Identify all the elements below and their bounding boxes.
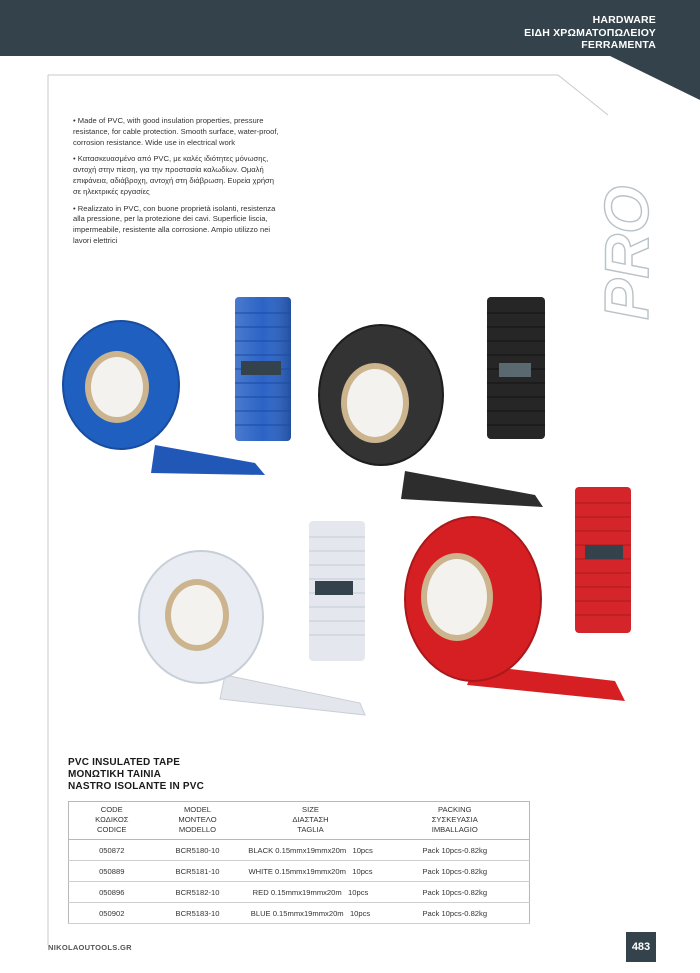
product-title	[68, 757, 204, 793]
pro-logo-text: PRO	[593, 185, 662, 320]
cell-packing: Pack 10pcs-0.82kg	[381, 903, 530, 924]
table-row	[69, 861, 530, 882]
cell-code: 050902	[69, 903, 155, 924]
description-en: • Made of PVC, with good insulation properties, pressure resistance, for cable protection. Smooth surface, water-proof, corrosion resistance. Wide use in electrical work	[73, 116, 279, 147]
footer-website: NIKOLAOUTOOLS.GR	[48, 943, 132, 952]
table-row	[69, 882, 530, 903]
product-description	[73, 116, 283, 253]
cell-model: BCR5181-10	[155, 861, 241, 882]
product-title-en: PVC INSULATED TAPE	[68, 757, 181, 768]
header-model: MODEL ΜΟΝΤΕΛΟ MODELLO	[155, 802, 241, 840]
header-code: CODE ΚΩΔΙΚΟΣ CODICE	[69, 802, 155, 840]
description-el: • Κατασκευασμένο από PVC, με καλές ιδιότητες μόνωσης, αντοχή στην πίεση, για την προστασία καλωδίων. Ομαλή επιφάνεια, αδιάβροχη, αντοχή στη διάβρωση. Ευρεία χρήση σε ηλεκτρικές εργασίες	[73, 154, 274, 196]
section-titles	[524, 14, 656, 52]
cell-code: 050872	[69, 840, 155, 861]
cell-code: 050889	[69, 861, 155, 882]
header-packing: PACKING ΣΥΣΚΕΥΑΣΙΑ IMBALLAGIO	[381, 802, 530, 840]
description-it: • Realizzato in PVC, con buone proprietà isolanti, resistenza alla pressione, per la protezione dei cavi. Superficie liscia, impermeabile, resistente alla corrosione. Ampio utilizzo nei lavori elettrici	[73, 203, 276, 245]
product-title-el: ΜΟΝΩΤΙΚΗ ΤΑΙΝΙΑ	[68, 769, 162, 780]
white-tape-stack	[309, 521, 365, 661]
cell-code: 050896	[69, 882, 155, 903]
cell-model: BCR5183-10	[155, 903, 241, 924]
page-number: 483	[626, 932, 656, 962]
section-title-it: FERRAMENTA	[581, 39, 656, 51]
red-tape-stack	[575, 487, 631, 633]
table-header-row	[69, 802, 530, 840]
cell-model: BCR5182-10	[155, 882, 241, 903]
cell-model: BCR5180-10	[155, 840, 241, 861]
black-tape-stack	[487, 297, 545, 439]
cell-size: BLACK 0.15mmx19mmx20m 10pcs	[241, 840, 381, 861]
product-title-it: NASTRO ISOLANTE IN PVC	[68, 781, 205, 792]
table-row	[69, 840, 530, 861]
section-title-en: HARDWARE	[592, 14, 656, 26]
product-images	[55, 285, 655, 745]
table-row	[69, 903, 530, 924]
blue-tape-roll	[63, 321, 265, 475]
cell-size: BLUE 0.15mmx19mmx20m 10pcs	[241, 903, 381, 924]
cell-packing: Pack 10pcs-0.82kg	[381, 840, 530, 861]
cell-size: RED 0.15mmx19mmx20m 10pcs	[241, 882, 381, 903]
cell-packing: Pack 10pcs-0.82kg	[381, 861, 530, 882]
header-size: SIZE ΔΙΑΣΤΑΣΗ TAGLIA	[241, 802, 381, 840]
cell-packing: Pack 10pcs-0.82kg	[381, 882, 530, 903]
cell-size: WHITE 0.15mmx19mmx20m 10pcs	[241, 861, 381, 882]
blue-tape-stack	[235, 297, 291, 441]
specs-table	[68, 801, 530, 924]
section-title-el: ΕΙΔΗ ΧΡΩΜΑΤΟΠΩΛΕΙΟΥ	[524, 26, 656, 39]
